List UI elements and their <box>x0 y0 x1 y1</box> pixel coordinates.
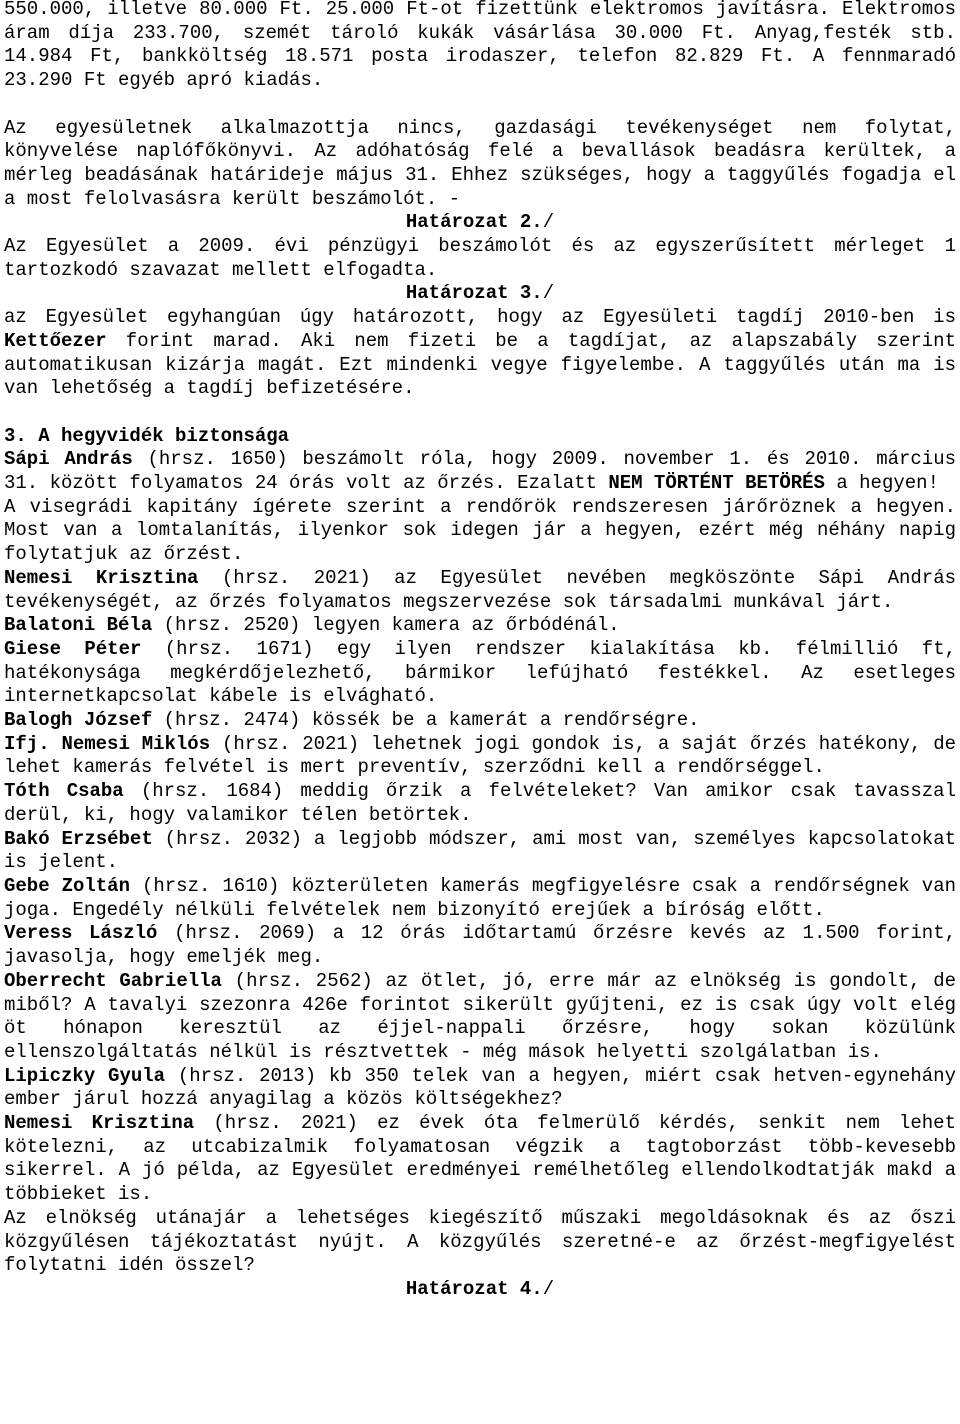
paragraph <box>4 1207 956 1278</box>
text-run: (hrsz. 2032) a legjobb módszer, ami most van, személyes kapcsolatokat is jelent. <box>4 827 956 874</box>
text-run: (hrsz. 2013) kb 350 telek van a hegyen, miért csak hetven-egynehány ember járul hozzá anyagilag a közös költségekhez? <box>4 1064 956 1111</box>
bold-text: Lipiczky Gyula <box>4 1064 166 1087</box>
bold-text: Balatoni Béla <box>4 614 153 637</box>
text-run: (hrsz. 2021) az Egyesület nevében megköszönte Sápi András tevékenységét, az őrzés folyamatos megszervezése sok társadalmi munkával járt. <box>4 566 956 613</box>
text-run: Az egyesületnek alkalmazottja nincs, gazdasági tevékenységet nem folytat, könyvelése naplófőkönyvi. Az adóhatóság felé a bevallások beadásra kerültek, a mérleg beadásának határideje május 31. Ehhez szükséges, hogy a taggyűlés fogadja el a most felolvasásra került beszámolót. - <box>4 116 956 210</box>
text-run: A visegrádi kapitány ígérete szerint a rendőrök rendszeresen járőröznek a hegyen. Most van a lomtalanítás, ilyenkor sok idegen jár a hegyen, ezért még néhány napig folytatjuk az őrzést. <box>4 495 956 566</box>
paragraph <box>4 235 956 282</box>
text-run: (hrsz. 2520) legyen kamera az őrbódénál. <box>152 614 620 637</box>
text-run: (hrsz. 1610) közterületen kamerás megfigyelésre csak a rendőrségnek van joga. Engedély nélküli felvételek nem bizonyító erejűek a bíróság előtt. <box>4 874 957 921</box>
bold-text: Bakó Erzsébet <box>4 827 153 850</box>
bold-text: Határozat 4. <box>405 1277 543 1300</box>
bold-text: Ifj. Nemesi Miklós <box>4 732 211 755</box>
paragraph <box>4 448 956 495</box>
resolution-heading <box>4 211 956 235</box>
text-run: / <box>542 211 555 234</box>
paragraph <box>4 780 956 827</box>
paragraph <box>4 828 956 875</box>
bold-text: Határozat 3. <box>405 282 543 305</box>
paragraph <box>4 1065 956 1112</box>
paragraph <box>4 922 956 969</box>
bold-text: Oberrecht Gabriella <box>4 969 222 992</box>
text-run: forint marad. Aki nem fizeti be a tagdíjat, az alapszabály szerint automatikusan kizárja magát. Ezt mindenki vegye figyelembe. A taggyűlés után ma is van lehetőség a tagdíj befizetésére. <box>4 329 956 400</box>
paragraph <box>4 875 956 922</box>
bold-text: NEM TÖRTÉNT BETÖRÉS <box>608 472 825 495</box>
text-run: Az Egyesület a 2009. évi pénzügyi beszámolót és az egyszerűsített mérleget 1 tartozkodó szavazat mellett elfogadta. <box>4 235 956 281</box>
text-run: az Egyesület egyhangúan úgy határozott, hogy az Egyesületi tagdíj 2010-ben is <box>4 306 956 329</box>
paragraph <box>4 0 956 93</box>
paragraph <box>4 496 956 567</box>
document-page <box>4 0 956 1302</box>
text-run: (hrsz. 1671) egy ilyen rendszer kialakítása kb. félmillió ft, hatékonysága megkérdőjelezhető, bármikor lefújható festékkel. Az esetleges internetkapcsolat kábele is elvágható. <box>4 637 956 708</box>
bold-text: Veress László <box>4 922 158 945</box>
paragraph <box>4 733 956 780</box>
text-run: (hrsz. 2021) lehetnek jogi gondok is, a saját őrzés hatékony, de lehet kamerás felvétel is mert preventív, szerződni kell a rendőrséggel. <box>4 732 957 779</box>
bold-text: Gebe Zoltán <box>4 874 130 897</box>
text-run: Az elnökség utánajár a lehetséges kiegészítő műszaki megoldásoknak és az őszi közgyűlésen tájékoztatást nyújt. A közgyűlés szeretné-e az őrzést-megfigyelést folytatni idén összel? <box>4 1206 956 1277</box>
resolution-heading <box>4 282 956 306</box>
paragraph <box>4 614 956 638</box>
paragraph <box>4 709 956 733</box>
section-heading <box>4 425 956 449</box>
bold-text: Balogh József <box>4 709 153 732</box>
bold-text: Tóth Csaba <box>4 780 124 803</box>
text-run: (hrsz. 2474) kössék be a kamerát a rendőrségre. <box>152 709 700 732</box>
paragraph <box>4 1112 956 1207</box>
bold-text: 3. A hegyvidék biztonsága <box>4 424 290 447</box>
paragraph <box>4 638 956 709</box>
text-run: a hegyen! <box>824 472 939 495</box>
text-run: (hrsz. 2562) az ötlet, jó, erre már az elnökség is gondolt, de miből? A tavalyi szezonra 426e forintot sikerült gyűjteni, ez is csak úgy volt elég öt hónapon keresztül az éjjel-nappali őrzésre, hogy sokan közülünk ellenszolgáltatás nélkül is résztvettek - még mások helyetti szolgálatban is. <box>4 969 956 1063</box>
paragraph <box>4 567 956 614</box>
bold-text: Nemesi Krisztina <box>4 566 199 589</box>
paragraph <box>4 117 956 212</box>
bold-text: Határozat 2. <box>405 211 543 234</box>
bold-text: Kettőezer <box>4 329 107 352</box>
text-run: (hrsz. 1684) meddig őrzik a felvételeket? Van amikor csak tavasszal derül, ki, hogy valamikor télen betörtek. <box>4 780 956 826</box>
text-run: (hrsz. 1650) beszámolt róla, hogy 2009. november 1. és 2010. március 31. között folyamatos 24 órás volt az őrzés. Ezalatt <box>4 448 957 495</box>
paragraph <box>4 306 956 401</box>
resolution-heading <box>4 1278 956 1302</box>
text-run: 550.000, illetve 80.000 Ft. 25.000 Ft-ot fizettünk elektromos javításra. Elektromos áram díja 233.700, szemét tároló kukák vásárlása 30.000 Ft. Anyag,festék stb. 14.984 Ft, bankköltség 18.571 posta irodaszer, telefon 82.829 Ft. A fennmaradó 23.290 Ft egyéb apró kiadás. <box>4 0 956 92</box>
text-run: (hrsz. 2069) a 12 órás időtartamú őrzésre kevés az 1.500 forint, javasolja, hogy emeljék meg. <box>4 922 956 969</box>
text-run: / <box>542 1277 555 1300</box>
paragraph <box>4 970 956 1065</box>
bold-text: Giese Péter <box>4 637 142 660</box>
text-run: / <box>542 282 555 305</box>
text-run: (hrsz. 2021) ez évek óta felmerülő kérdés, senkit nem lehet kötelezni, az utcabizalmik folyamatosan végzik a tagtoborzást több-kevesebb sikerrel. A jó példa, az Egyesület eredményei remélhetőleg ellendolkodtatják makd a többieket is. <box>4 1112 956 1206</box>
bold-text: Nemesi Krisztina <box>4 1112 195 1135</box>
bold-text: Sápi András <box>4 448 133 471</box>
